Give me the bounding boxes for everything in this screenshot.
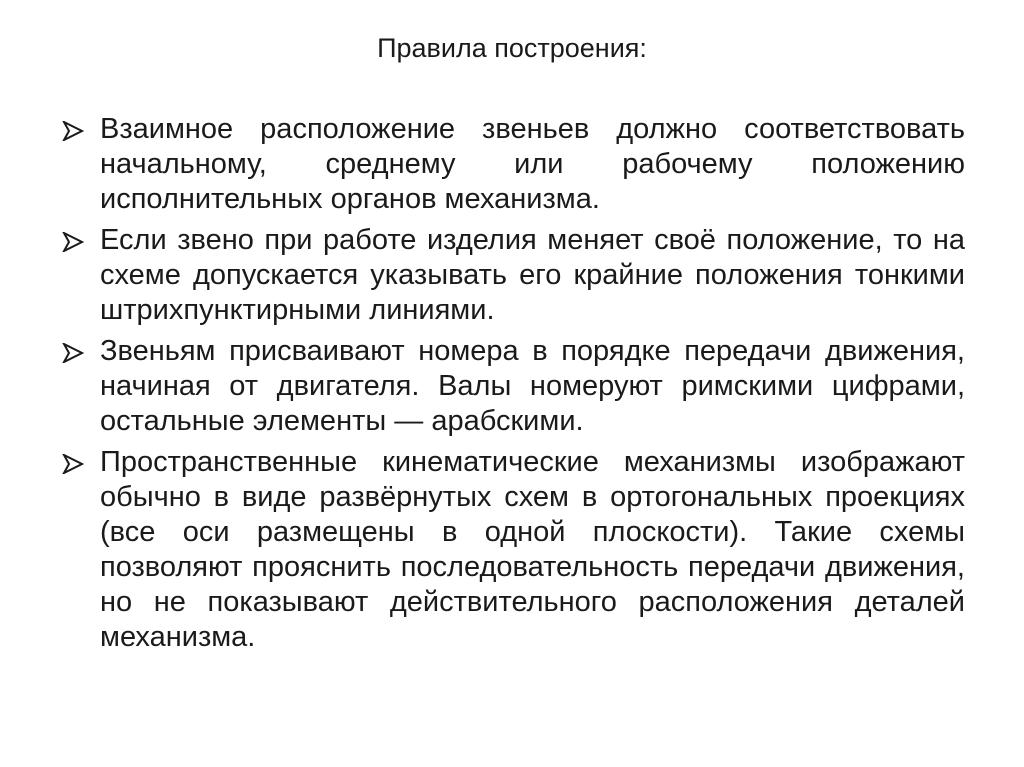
- chevron-right-icon: [60, 112, 90, 147]
- bullet-text: Взаимное расположение звеньев должно соответствовать начальному, среднему или рабочему положению исполнительных органов механизма.: [100, 113, 965, 215]
- bullet-item: [60, 445, 965, 655]
- bullet-list: [60, 112, 965, 661]
- bullet-text: Если звено при работе изделия меняет своё положение, то на схеме допускается указывать его крайние положения тонкими штрихпунктирными линиями.: [100, 224, 965, 326]
- bullet-text: Пространственные кинематические механизмы изображают обычно в виде развёрнутых схем в ортогональных проекциях (все оси размещены в одной плоскости). Такие схемы позволяют прояснить последовательность передачи движения, но не показывают действительного расположения деталей механизма.: [100, 446, 965, 653]
- chevron-right-icon: [60, 334, 90, 369]
- bullet-item: [60, 223, 965, 328]
- chevron-right-icon: [60, 223, 90, 258]
- bullet-item: [60, 112, 965, 217]
- slide-title: Правила построения:: [377, 33, 647, 63]
- chevron-right-icon: [60, 445, 90, 480]
- bullet-item: [60, 334, 965, 439]
- bullet-text: Звеньям присваивают номера в порядке передачи движения, начиная от двигателя. Валы номеруют римскими цифрами, остальные элементы — арабскими.: [100, 335, 965, 437]
